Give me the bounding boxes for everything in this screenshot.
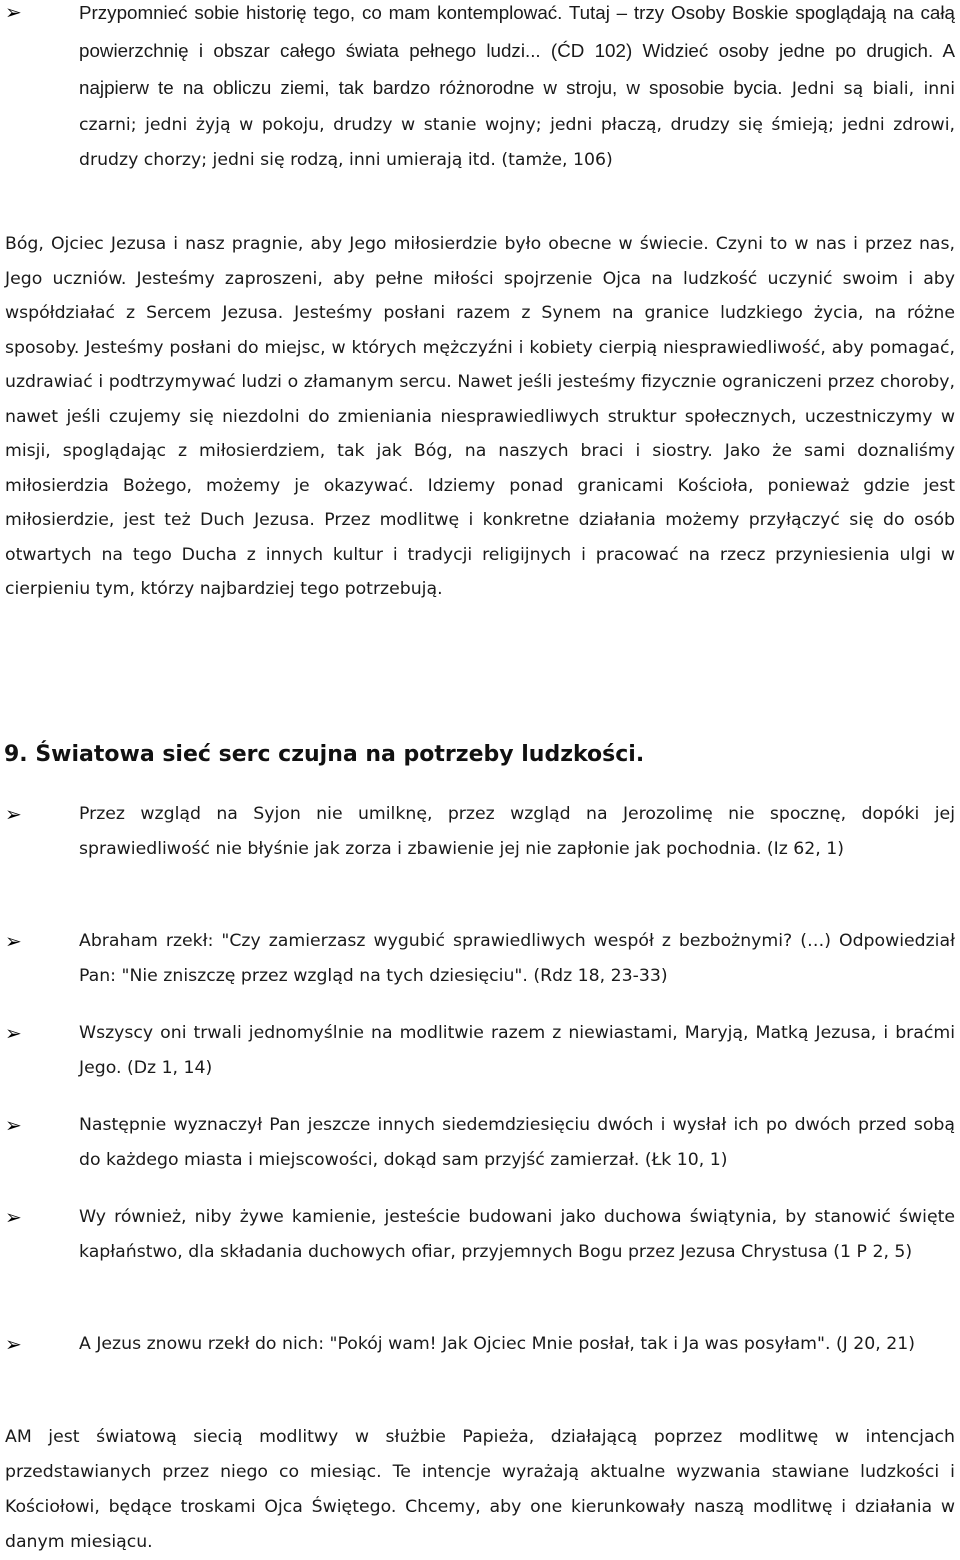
scripture-bullet: [0, 924, 955, 993]
arrow-bullet-icon: ➢: [5, 1205, 22, 1229]
intro-bullet-text: [79, 0, 955, 179]
scripture-bullet-text: Przez wzgląd na Syjon nie umilknę, przez wzgląd na Jerozolimę nie spocznę, dopóki jej sprawiedliwość nie błyśnie jak zorza i zbawienie jej nie zapłonie jak pochodnia. (Iz 62, 1): [79, 804, 955, 859]
intro-bullet-part2: Jedni są biali, inni czarni; jedni żyją w pokoju, drudzy w stanie wojny; jedni płaczą, drudzy się śmieją; jedni zdrowi, drudzy chorzy; jedni się rodzą, inni umierają itd. (tamże, 106): [79, 79, 955, 170]
arrow-bullet-icon: ➢: [5, 1332, 22, 1356]
scripture-bullet-text: Wy również, niby żywe kamienie, jesteście budowani jako duchowa świątynia, by stanowić święte kapłaństwo, dla składania duchowych ofiar, przyjemnych Bogu przez Jezusa Chrystusa (1 P 2, 5): [79, 1207, 955, 1262]
scripture-bullet: [0, 1016, 955, 1085]
scripture-bullet-text: Wszyscy oni trwali jednomyślnie na modlitwie razem z niewiastami, Maryją, Matką Jezusa, i braćmi Jego. (Dz 1, 14): [79, 1023, 955, 1078]
scripture-bullet-text: Następnie wyznaczył Pan jeszcze innych siedemdziesięciu dwóch i wysłał ich po dwóch przed sobą do każdego miasta i miejscowości, dokąd sam przyjść zamierzał. (Łk 10, 1): [79, 1115, 955, 1170]
scripture-bullet-text: Abraham rzekł: "Czy zamierzasz wygubić sprawiedliwych wespół z bezbożnymi? (…) Odpowiedział Pan: "Nie zniszczę przez wzgląd na tych dziesięciu". (Rdz 18, 23-33): [79, 931, 955, 986]
intro-bullet: [0, 0, 955, 179]
arrow-bullet-icon: ➢: [5, 1021, 22, 1045]
arrow-bullet-icon: ➢: [5, 802, 22, 826]
body-paragraph: Bóg, Ojciec Jezusa i nasz pragnie, aby Jego miłosierdzie było obecne w świecie. Czyni to w nas i przez nas, Jego uczniów. Jesteśmy zaproszeni, aby pełne miłości spojrzenie Ojca na ludzkość uczynić swoim i aby współdziałać z Sercem Jezusa. Jesteśmy posłani razem z Synem na granice ludzkiego życia, na różne sposoby. Jesteśmy posłani do miejsc, w których mężczyźni i kobiety cierpią niesprawiedliwość, aby pomagać, uzdrawiać i podtrzymywać ludzi o złamanym sercu. Nawet jeśli jesteśmy fizycznie ograniczeni przez choroby, nawet jeśli czujemy się niezdolni do zmieniania niesprawiedliwych struktur społecznych, uczestniczymy w misji, spoglądając z miłosierdziem, tak jak Bóg, na naszych braci i siostry. Jako że sami doznaliśmy miłosierdzia Bożego, możemy je okazywać. Idziemy ponad granicami Kościoła, ponieważ gdzie jest miłosierdzie, jest też Duch Jezusa. Przez modlitwę i konkretne działania możemy przyłączyć się do osób otwartych na tego Ducha z innych kultur i tradycji religijnych i pracować na rzecz przyniesienia ulgi w cierpieniu tym, którzy najbardziej tego potrzebują.: [5, 234, 955, 599]
intro-bullet-part1: Przypomnieć sobie historię tego, co mam kontemplować. Tutaj – trzy Osoby Boskie spoglądają na całą powierzchnię i obszar całego świata pełnego ludzi... (ĆD 102) Widzieć osoby jedne po drugich. A najpierw te na obliczu ziemi, tak bardzo różnorodne w stroju, w sposobie bycia.: [79, 2, 955, 98]
arrow-bullet-icon: ➢: [5, 1113, 22, 1137]
scripture-bullet: [0, 1108, 955, 1177]
scripture-bullet: [0, 1200, 955, 1269]
scripture-bullet: [0, 797, 955, 866]
scripture-bullet-text: A Jezus znowu rzekł do nich: "Pokój wam! Jak Ojciec Mnie posłał, tak i Ja was posyłam". (J 20, 21): [79, 1334, 915, 1354]
arrow-bullet-icon: ➢: [5, 0, 22, 24]
closing-paragraph: AM jest światową siecią modlitwy w służbie Papieża, działającą poprzez modlitwę w intencjach przedstawianych przez niego co miesiąc. Te intencje wyrażają aktualne wyzwania stawiane ludzkości i Kościołowi, będące troskami Ojca Świętego. Chcemy, aby one kierunkowały naszą modlitwę i działania w danym miesiącu.: [5, 1427, 955, 1552]
arrow-bullet-icon: ➢: [5, 929, 22, 953]
section-heading: 9. Światowa sieć serc czujna na potrzeby ludzkości.: [4, 742, 645, 767]
scripture-bullet: [0, 1327, 955, 1362]
